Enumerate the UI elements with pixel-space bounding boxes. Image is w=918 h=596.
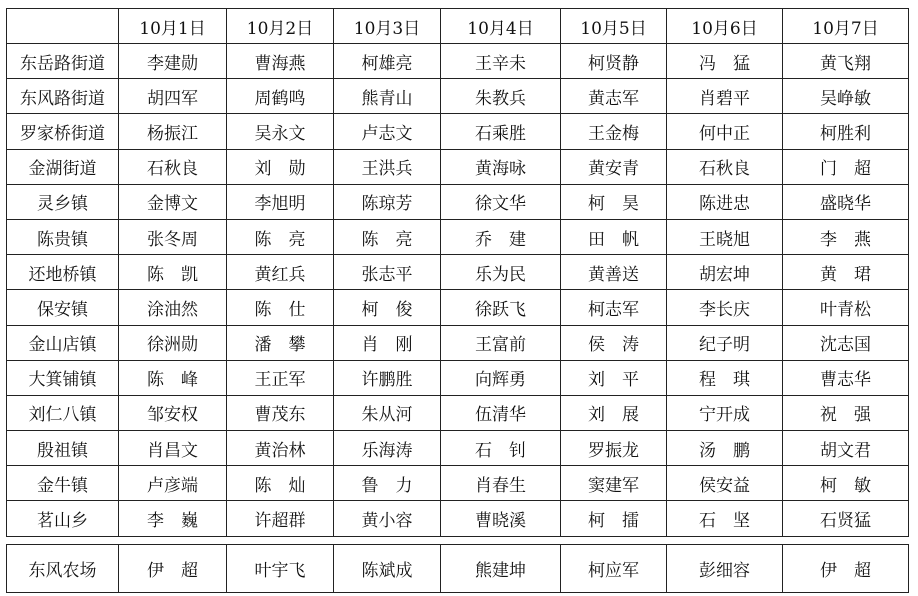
duty-name: 王正军 — [227, 360, 334, 395]
roster-body — [7, 9, 909, 537]
farm-row — [7, 545, 909, 593]
duty-name: 曹晓溪 — [441, 501, 561, 536]
duty-name: 周鹤鸣 — [227, 79, 334, 114]
roster-row — [7, 219, 909, 254]
duty-name: 石乘胜 — [441, 114, 561, 149]
duty-name: 陈 灿 — [227, 466, 334, 501]
unit-name: 罗家桥街道 — [7, 114, 119, 149]
duty-name: 陈斌成 — [334, 545, 441, 593]
duty-name: 黄志军 — [561, 79, 667, 114]
duty-name: 刘 平 — [561, 360, 667, 395]
date-header-6: 10月6日 — [667, 9, 783, 44]
date-header-5: 10月5日 — [561, 9, 667, 44]
duty-name: 陈 峰 — [119, 360, 227, 395]
duty-name: 柯应军 — [561, 545, 667, 593]
roster-row — [7, 325, 909, 360]
roster-row — [7, 501, 909, 536]
duty-roster-table — [6, 8, 909, 537]
duty-name: 肖昌文 — [119, 431, 227, 466]
duty-name: 程 琪 — [667, 360, 783, 395]
duty-name: 肖碧平 — [667, 79, 783, 114]
roster-row — [7, 466, 909, 501]
duty-name: 陈 亮 — [227, 219, 334, 254]
duty-name: 王晓旭 — [667, 219, 783, 254]
duty-name: 黄海咏 — [441, 149, 561, 184]
roster-row — [7, 360, 909, 395]
duty-name: 曹海燕 — [227, 44, 334, 79]
unit-name: 金湖街道 — [7, 149, 119, 184]
duty-name: 刘 勋 — [227, 149, 334, 184]
duty-name: 张冬周 — [119, 219, 227, 254]
unit-name: 殷祖镇 — [7, 431, 119, 466]
duty-name: 潘 攀 — [227, 325, 334, 360]
duty-name: 王辛未 — [441, 44, 561, 79]
duty-name: 石贤猛 — [783, 501, 909, 536]
duty-name: 伍清华 — [441, 395, 561, 430]
duty-name: 柯贤静 — [561, 44, 667, 79]
duty-name: 黄安青 — [561, 149, 667, 184]
duty-name: 许鹏胜 — [334, 360, 441, 395]
duty-name: 柯 擂 — [561, 501, 667, 536]
duty-name: 黄小容 — [334, 501, 441, 536]
date-header-7: 10月7日 — [783, 9, 909, 44]
date-header-1: 10月1日 — [119, 9, 227, 44]
duty-name: 乐海涛 — [334, 431, 441, 466]
duty-name: 胡宏坤 — [667, 255, 783, 290]
duty-name: 汤 鹏 — [667, 431, 783, 466]
roster-row — [7, 431, 909, 466]
duty-name: 邹安权 — [119, 395, 227, 430]
duty-name: 李长庆 — [667, 290, 783, 325]
duty-name: 伊 超 — [119, 545, 227, 593]
duty-name: 柯胜利 — [783, 114, 909, 149]
duty-name: 罗振龙 — [561, 431, 667, 466]
duty-name: 柯 俊 — [334, 290, 441, 325]
duty-name: 黄治林 — [227, 431, 334, 466]
duty-name: 张志平 — [334, 255, 441, 290]
duty-name: 王富前 — [441, 325, 561, 360]
duty-name: 乔 建 — [441, 219, 561, 254]
duty-name: 吴峥敏 — [783, 79, 909, 114]
duty-name: 朱从河 — [334, 395, 441, 430]
date-header-4: 10月4日 — [441, 9, 561, 44]
duty-name: 沈志国 — [783, 325, 909, 360]
duty-name: 宁开成 — [667, 395, 783, 430]
unit-name: 茗山乡 — [7, 501, 119, 536]
unit-name: 保安镇 — [7, 290, 119, 325]
duty-name: 叶宇飞 — [227, 545, 334, 593]
duty-name: 鲁 力 — [334, 466, 441, 501]
duty-name: 王洪兵 — [334, 149, 441, 184]
duty-name: 吴永文 — [227, 114, 334, 149]
roster-row — [7, 395, 909, 430]
duty-name: 石秋良 — [667, 149, 783, 184]
duty-name: 朱教兵 — [441, 79, 561, 114]
duty-name: 祝 强 — [783, 395, 909, 430]
duty-name: 伊 超 — [783, 545, 909, 593]
unit-name: 刘仁八镇 — [7, 395, 119, 430]
duty-name: 石秋良 — [119, 149, 227, 184]
farm-duty-table — [6, 544, 909, 593]
duty-name: 肖 刚 — [334, 325, 441, 360]
unit-name: 东风农场 — [7, 545, 119, 593]
duty-name: 李 巍 — [119, 501, 227, 536]
duty-name: 胡四军 — [119, 79, 227, 114]
duty-name: 纪子明 — [667, 325, 783, 360]
duty-name: 胡文君 — [783, 431, 909, 466]
unit-name: 灵乡镇 — [7, 184, 119, 219]
header-row — [7, 9, 909, 44]
unit-name: 大箕铺镇 — [7, 360, 119, 395]
duty-name: 柯雄亮 — [334, 44, 441, 79]
duty-name: 卢志文 — [334, 114, 441, 149]
duty-name: 石 钊 — [441, 431, 561, 466]
roster-row — [7, 44, 909, 79]
duty-name: 徐跃飞 — [441, 290, 561, 325]
duty-name: 涂油然 — [119, 290, 227, 325]
duty-name: 向辉勇 — [441, 360, 561, 395]
date-header-3: 10月3日 — [334, 9, 441, 44]
duty-name: 刘 展 — [561, 395, 667, 430]
duty-name: 李旭明 — [227, 184, 334, 219]
duty-name: 叶青松 — [783, 290, 909, 325]
unit-name: 陈贵镇 — [7, 219, 119, 254]
roster-row — [7, 184, 909, 219]
duty-name: 窦建军 — [561, 466, 667, 501]
duty-name: 陈 亮 — [334, 219, 441, 254]
duty-name: 陈进忠 — [667, 184, 783, 219]
corner-cell — [7, 9, 119, 44]
duty-name: 柯 敏 — [783, 466, 909, 501]
duty-name: 陈 仕 — [227, 290, 334, 325]
duty-name: 熊青山 — [334, 79, 441, 114]
duty-name: 李建勋 — [119, 44, 227, 79]
unit-name: 东风路街道 — [7, 79, 119, 114]
duty-name: 黄飞翔 — [783, 44, 909, 79]
roster-row — [7, 114, 909, 149]
duty-name: 熊建坤 — [441, 545, 561, 593]
duty-name: 黄红兵 — [227, 255, 334, 290]
duty-name: 徐洲勋 — [119, 325, 227, 360]
duty-name: 侯 涛 — [561, 325, 667, 360]
duty-name: 金博文 — [119, 184, 227, 219]
unit-name: 还地桥镇 — [7, 255, 119, 290]
unit-name: 金山店镇 — [7, 325, 119, 360]
duty-name: 彭细容 — [667, 545, 783, 593]
duty-name: 杨振江 — [119, 114, 227, 149]
duty-name: 李 燕 — [783, 219, 909, 254]
duty-name: 黄 珺 — [783, 255, 909, 290]
duty-name: 曹志华 — [783, 360, 909, 395]
duty-name: 柯 昊 — [561, 184, 667, 219]
duty-name: 何中正 — [667, 114, 783, 149]
duty-name: 徐文华 — [441, 184, 561, 219]
duty-name: 黄善送 — [561, 255, 667, 290]
duty-name: 曹茂东 — [227, 395, 334, 430]
roster-row — [7, 255, 909, 290]
roster-row — [7, 149, 909, 184]
duty-name: 柯志军 — [561, 290, 667, 325]
roster-row — [7, 79, 909, 114]
duty-name: 石 坚 — [667, 501, 783, 536]
duty-name: 肖春生 — [441, 466, 561, 501]
duty-name: 冯 猛 — [667, 44, 783, 79]
duty-name: 陈 凯 — [119, 255, 227, 290]
duty-name: 门 超 — [783, 149, 909, 184]
unit-name: 东岳路街道 — [7, 44, 119, 79]
duty-name: 王金梅 — [561, 114, 667, 149]
duty-name: 田 帆 — [561, 219, 667, 254]
duty-name: 陈琼芳 — [334, 184, 441, 219]
duty-name: 许超群 — [227, 501, 334, 536]
duty-name: 乐为民 — [441, 255, 561, 290]
roster-row — [7, 290, 909, 325]
date-header-2: 10月2日 — [227, 9, 334, 44]
duty-name: 盛晓华 — [783, 184, 909, 219]
duty-name: 卢彦端 — [119, 466, 227, 501]
duty-name: 侯安益 — [667, 466, 783, 501]
unit-name: 金牛镇 — [7, 466, 119, 501]
